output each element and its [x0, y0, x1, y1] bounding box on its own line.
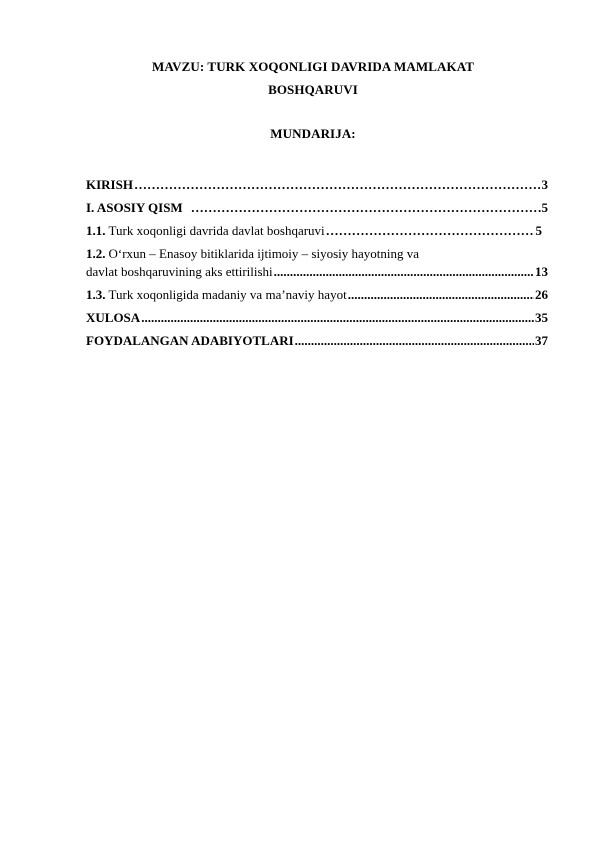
toc-entry-1-1	[86, 223, 548, 246]
toc-page-number: 37	[535, 333, 548, 348]
toc-page-number: 35	[535, 310, 548, 325]
toc-label: KIRISH	[86, 177, 133, 192]
toc-section-number: 1.3.	[86, 287, 106, 302]
toc-label-line1: O‘rxun – Enasoy bitiklarida ijtimoiy – siyosiy hayotning va	[108, 246, 420, 261]
toc-label: Turk xoqonligida madaniy va ma’naviy hayot	[108, 287, 347, 302]
contents-heading: MUNDARIJA:	[270, 126, 356, 141]
toc-label: Turk xoqonligi davrida davlat boshqaruvi	[108, 223, 325, 238]
toc-page-number: 3	[541, 177, 548, 192]
table-of-contents	[86, 177, 548, 356]
toc-page-number: 5	[535, 223, 542, 238]
toc-label: I. ASOSIY QISM	[86, 200, 183, 215]
toc-entry-references	[86, 333, 548, 356]
toc-leader	[191, 200, 541, 216]
toc-entry-1-2-line1	[86, 246, 548, 264]
topic-title-line1: MAVZU: TURK XOQONLIGI DAVRIDA MAMLAKAT	[151, 59, 475, 74]
toc-leader	[295, 333, 534, 349]
toc-page-number: 26	[535, 287, 548, 302]
toc-entry-intro	[86, 177, 548, 200]
toc-leader	[348, 287, 534, 303]
toc-leader	[326, 223, 535, 239]
toc-entry-1-3	[86, 287, 548, 310]
toc-leader	[141, 310, 534, 326]
toc-entry-part1	[86, 200, 548, 223]
toc-leader	[134, 177, 541, 193]
toc-section-number: 1.2.	[86, 246, 106, 261]
toc-page-number: 13	[535, 264, 548, 279]
toc-section-number: 1.1.	[86, 223, 106, 238]
toc-label-line2: davlat boshqaruvining aks ettirilishi	[86, 264, 273, 279]
toc-page-number: 5	[541, 200, 548, 215]
toc-entry-conclusion	[86, 310, 548, 333]
topic-title-line2: BOSHQARUVI	[268, 82, 358, 97]
toc-label: XULOSA	[86, 310, 141, 325]
toc-leader	[274, 264, 534, 280]
toc-entry-1-2-line2	[86, 264, 548, 287]
toc-label: FOYDALANGAN ADABIYOTLARI	[86, 333, 294, 348]
